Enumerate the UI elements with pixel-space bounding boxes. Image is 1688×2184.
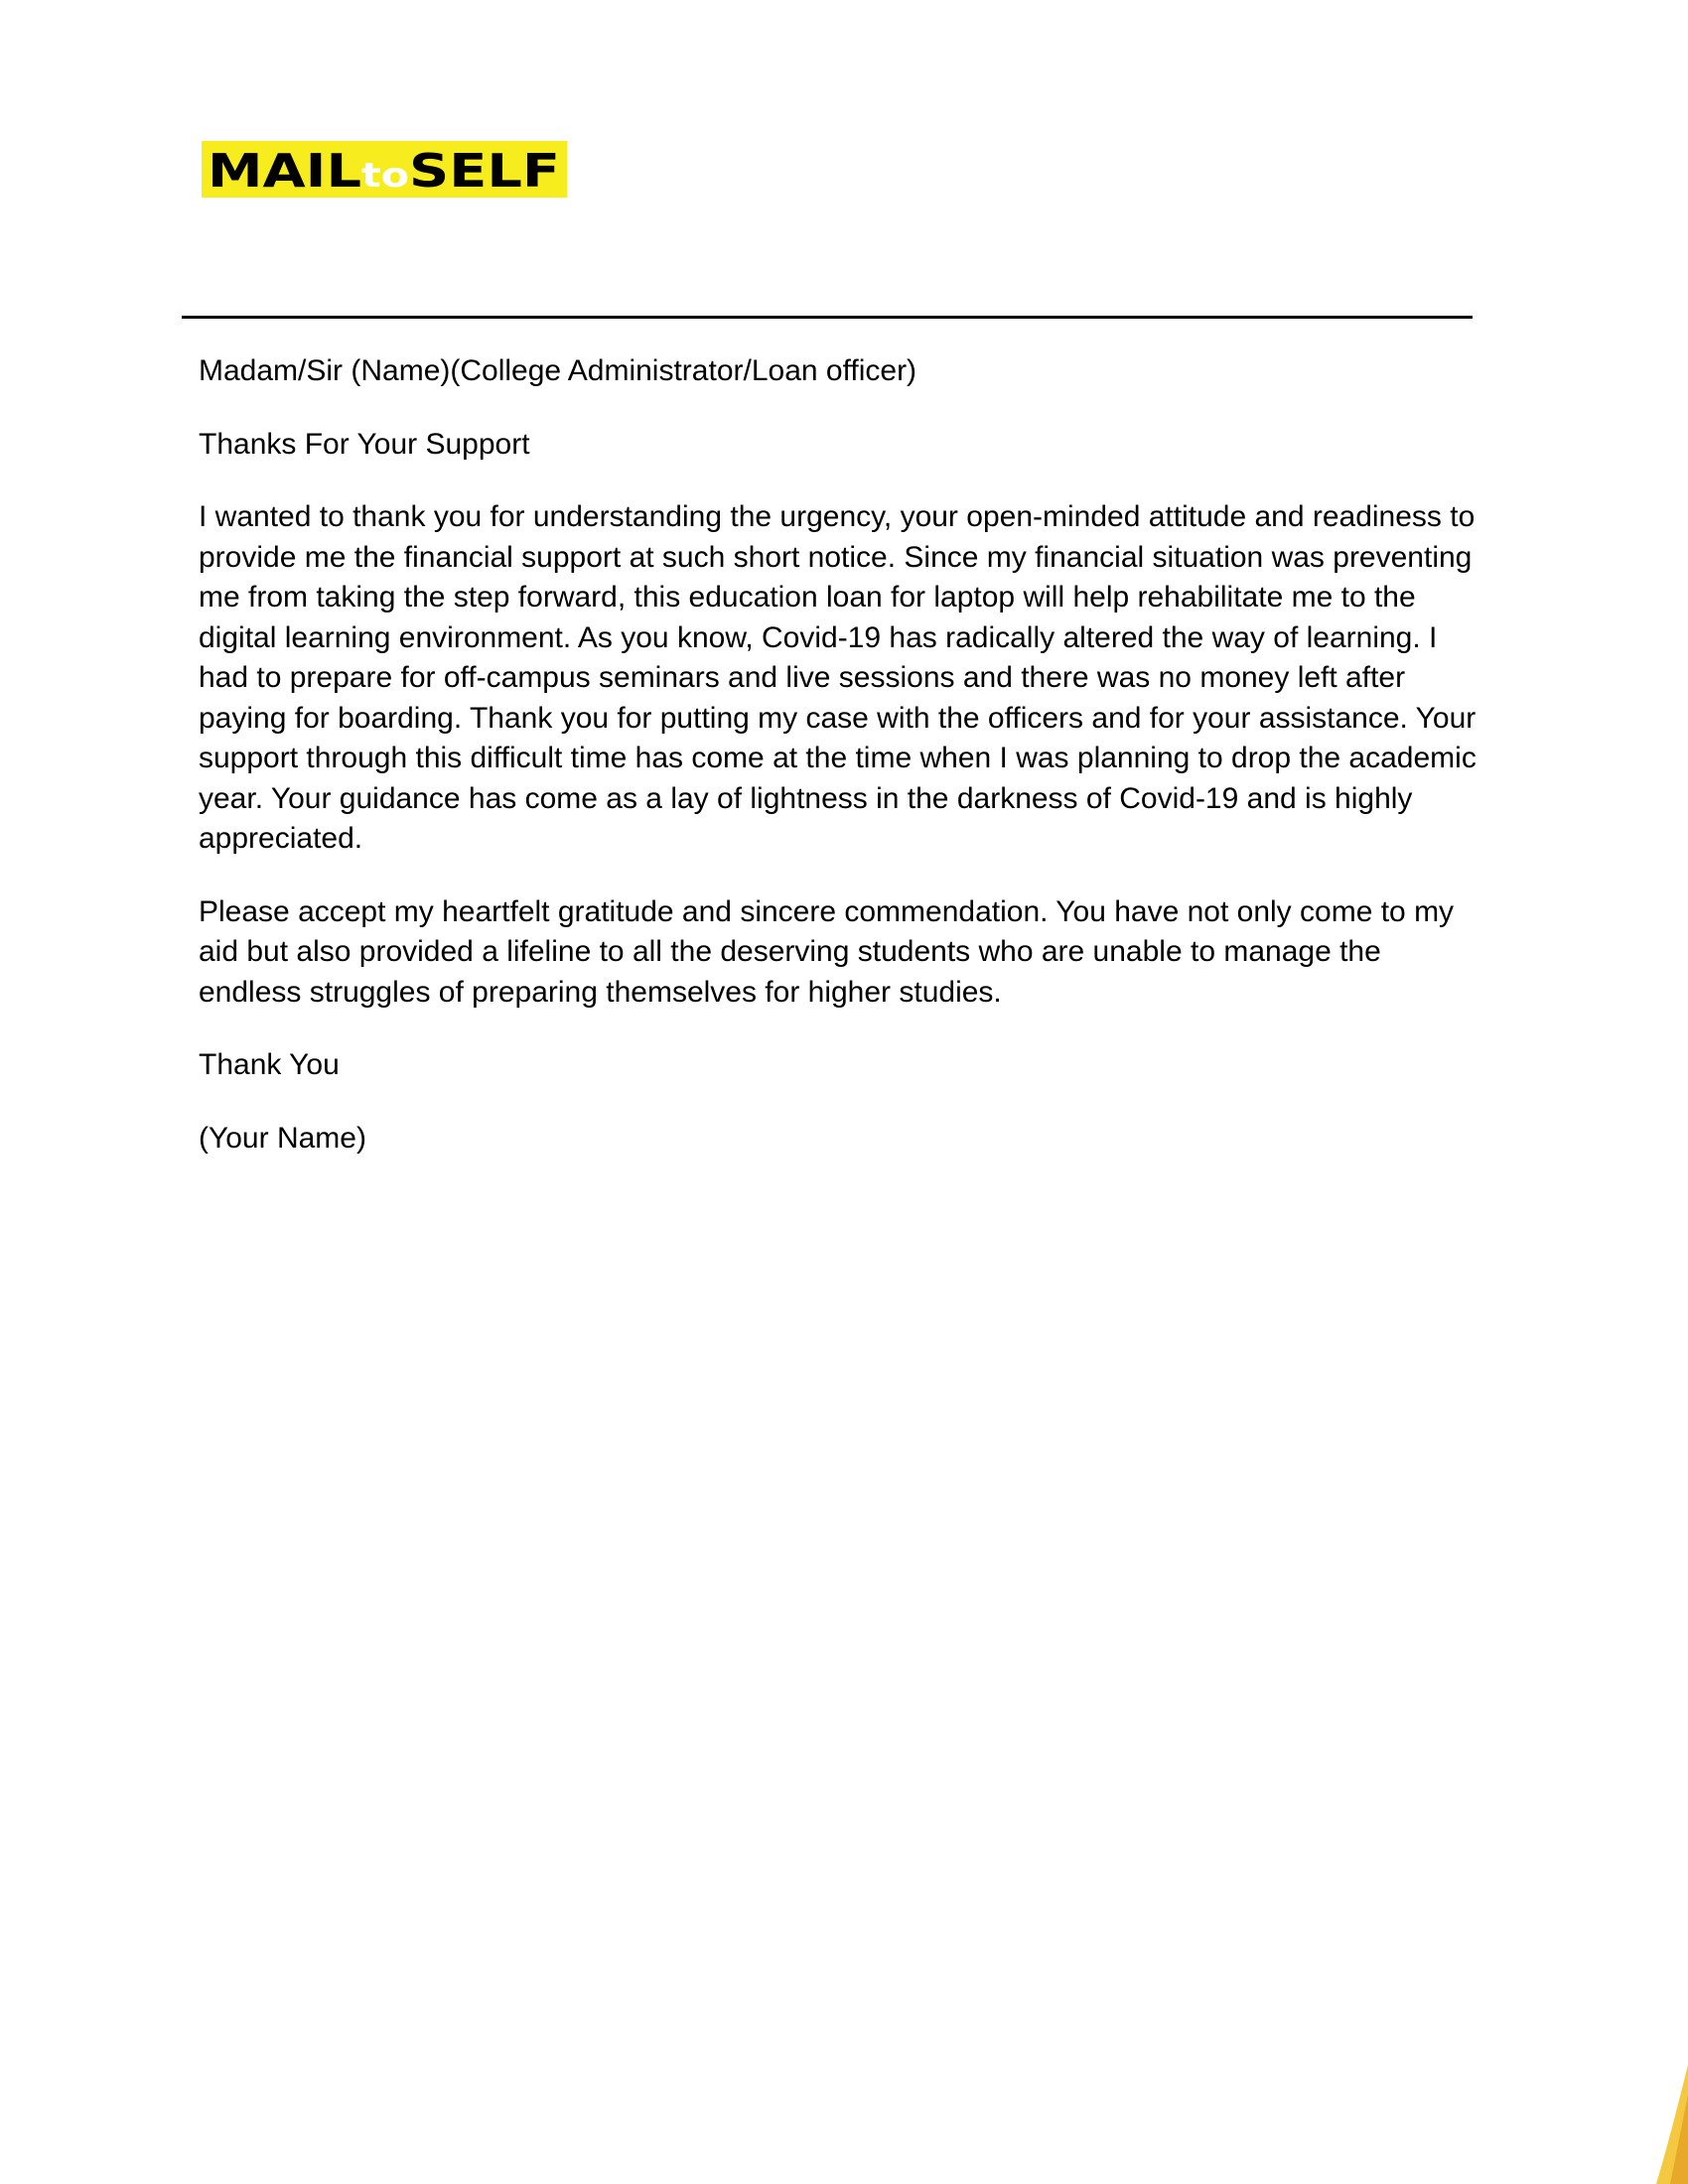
signature-line: (Your Name) bbox=[199, 1121, 366, 1155]
svg-text:MAILtoSELF bbox=[208, 144, 560, 198]
body-paragraph-1: I wanted to thank you for understanding the urgency, your open-minded attitude and readiness to provide me the financial support at such short notice. Since my financial situation was preventing me from taking the step forward, this education loan for laptop will help rehabilitate me to the digital learning environment. As you know, Covid-19 has radically altered the way of learning. I had to prepare for off-campus seminars and live sessions and there was no money left after paying for boarding. Thank you for putting my case with the officers and for your assistance. Your support through this difficult time has come at the time when I was planning to drop the academic year. Your guidance has come as a lay of lightness in the darkness of Covid-19 and is highly appreciated. bbox=[199, 500, 1477, 855]
letter-body bbox=[199, 351, 1489, 1191]
recipient-line: Madam/Sir (Name)(College Administrator/Loan officer) bbox=[199, 354, 917, 387]
logo-part-to: to bbox=[360, 156, 401, 196]
logo-part-mail: MAIL bbox=[208, 144, 335, 198]
corner-decoration bbox=[1628, 2025, 1688, 2184]
brand-logo-wordmark bbox=[202, 141, 567, 198]
brand-logo bbox=[202, 141, 567, 198]
header-divider bbox=[182, 316, 1473, 319]
closing-line: Thank You bbox=[199, 1048, 340, 1081]
logo-part-self: SELF bbox=[409, 144, 534, 198]
body-paragraph-2: Please accept my heartfelt gratitude and sincere commendation. You have not only come to my aid but also provided a lifeline to all the deserving students who are unable to manage the endless struggles of preparing themselves for higher studies. bbox=[199, 894, 1455, 1009]
letter-subject: Thanks For Your Support bbox=[199, 427, 530, 461]
